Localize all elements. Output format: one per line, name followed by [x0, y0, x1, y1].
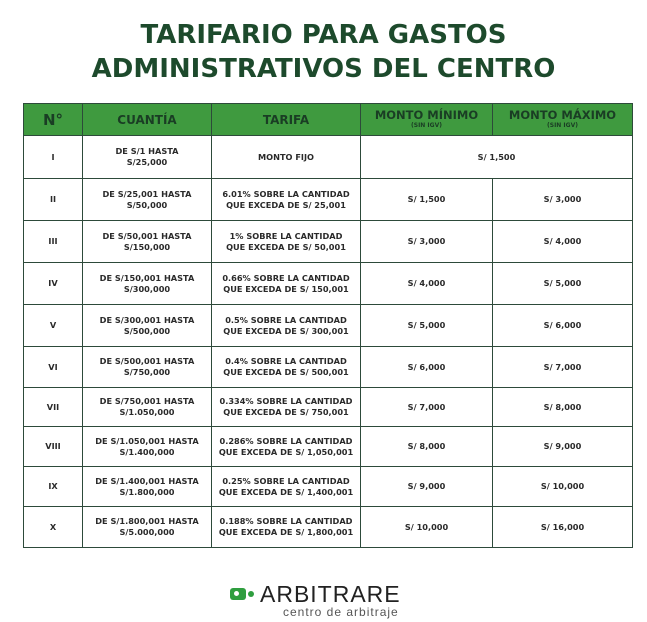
header-monto-minimo-sub: (SIN IGV) — [411, 122, 442, 129]
row-monto-maximo: S/ 3,000 — [493, 179, 633, 221]
row-monto-maximo: S/ 6,000 — [493, 305, 633, 347]
tarifa-line-2: QUE EXCEDA DE S/ 1,400,001 — [218, 486, 354, 497]
row-monto-minimo: S/ 3,000 — [361, 221, 493, 263]
row-num: X — [24, 507, 83, 548]
row-monto-minimo: S/ 6,000 — [361, 347, 493, 388]
row-cuantia — [83, 136, 212, 179]
row-num: IV — [24, 263, 83, 305]
tarifa-line-2: QUE EXCEDA DE S/ 150,001 — [223, 283, 349, 294]
row-num: VII — [24, 388, 83, 427]
row-cuantia — [83, 221, 212, 263]
table-row — [24, 179, 633, 221]
tariff-rows — [24, 179, 633, 548]
row-num: III — [24, 221, 83, 263]
tarifa-line-1: 0.66% SOBRE LA CANTIDAD — [222, 272, 350, 283]
row-num: IX — [24, 467, 83, 507]
title-line-2: ADMINISTRATIVOS DEL CENTRO — [91, 54, 556, 84]
tarifa-line-2: QUE EXCEDA DE S/ 300,001 — [223, 325, 349, 336]
table-row — [24, 347, 633, 388]
header-cuantia: CUANTÍA — [83, 104, 212, 136]
tarifa-line-2: QUE EXCEDA DE S/ 500,001 — [223, 367, 349, 377]
row-monto-minimo: S/ 10,000 — [361, 507, 493, 548]
cuantia-line-1: DE S/500,001 HASTA — [99, 356, 195, 366]
title-line-1: TARIFARIO PARA GASTOS — [140, 20, 507, 50]
row-tarifa — [212, 305, 361, 347]
tarifa-line-1: 0.5% SOBRE LA CANTIDAD — [225, 314, 347, 325]
tarifa-line-1: 1% SOBRE LA CANTIDAD — [229, 230, 343, 241]
arbitrare-logo-icon — [230, 588, 246, 600]
row-cuantia — [83, 467, 212, 507]
logo-name: ARBITRARE — [260, 581, 401, 607]
row-monto-minimo: S/ 9,000 — [361, 467, 493, 507]
cuantia-line-1: DE S/150,001 HASTA — [99, 272, 195, 283]
header-tarifa: TARIFA — [212, 104, 361, 136]
tarifa-line-1: 0.25% SOBRE LA CANTIDAD — [222, 475, 350, 486]
tarifa-line-1: 6.01% SOBRE LA CANTIDAD — [222, 188, 350, 199]
row-monto-minimo: S/ 5,000 — [361, 305, 493, 347]
table-row — [24, 388, 633, 427]
cuantia-line-2: S/500,000 — [123, 325, 171, 336]
cuantia-line-2: S/1.050,000 — [119, 407, 175, 417]
row-tarifa — [212, 263, 361, 305]
table-row — [24, 467, 633, 507]
tarifa-line-2: QUE EXCEDA DE S/ 25,001 — [226, 199, 346, 210]
header-num: N° — [24, 104, 83, 136]
cuantia-line-1: DE S/1.400,001 HASTA — [95, 475, 199, 486]
cuantia-line-2: S/50,000 — [126, 199, 168, 210]
table-row — [24, 263, 633, 305]
row-num: II — [24, 179, 83, 221]
cuantia-line-2: S/750,000 — [123, 367, 171, 377]
arbitrare-logo — [230, 582, 401, 606]
cuantia-line-2: S/1.800,000 — [119, 486, 175, 497]
logo-tagline: centro de arbitraje — [283, 605, 399, 619]
row-tarifa — [212, 347, 361, 388]
header-monto-minimo-label: MONTO MÍNIMO — [374, 108, 479, 122]
cuantia-line-1: DE S/50,001 HASTA — [102, 230, 192, 241]
tarifa-line-2: QUE EXCEDA DE S/ 1,800,001 — [218, 527, 354, 537]
row-tarifa — [212, 427, 361, 467]
tarifa-line-2: QUE EXCEDA DE S/ 50,001 — [226, 241, 346, 252]
header-monto-maximo — [493, 104, 633, 136]
row-cuantia — [83, 347, 212, 388]
tarifa-line-2: QUE EXCEDA DE S/ 750,001 — [223, 407, 349, 417]
tarifa-line-1: 0.4% SOBRE LA CANTIDAD — [225, 356, 347, 366]
row-num: VIII — [24, 427, 83, 467]
row-tarifa — [212, 507, 361, 548]
table-row — [24, 221, 633, 263]
cuantia-line-2: S/1.400,000 — [119, 446, 175, 457]
row-num: VI — [24, 347, 83, 388]
row-monto-maximo: S/ 9,000 — [493, 427, 633, 467]
table-row — [24, 427, 633, 467]
header-monto-maximo-label: MONTO MÁXIMO — [508, 108, 617, 122]
table-header-row — [24, 104, 633, 136]
tarifa-line-1: 0.286% SOBRE LA CANTIDAD — [219, 435, 353, 446]
cuantia-line-2: S/5.000,000 — [119, 527, 175, 537]
cuantia-line-1: DE S/1.800,001 HASTA — [95, 516, 199, 526]
header-monto-maximo-sub: (SIN IGV) — [547, 122, 578, 129]
row-cuantia — [83, 179, 212, 221]
row-tarifa — [212, 179, 361, 221]
row-monto-maximo: S/ 4,000 — [493, 221, 633, 263]
row-monto-fijo: S/ 1,500 — [361, 136, 633, 179]
row-num: V — [24, 305, 83, 347]
row-monto-minimo: S/ 8,000 — [361, 427, 493, 467]
logo-dot-icon — [248, 591, 254, 597]
table-row — [24, 136, 633, 179]
tarifa-line-1: 0.334% SOBRE LA CANTIDAD — [219, 396, 353, 406]
header-monto-minimo — [361, 104, 493, 136]
row-cuantia — [83, 388, 212, 427]
page-title — [0, 18, 647, 86]
row-tarifa — [212, 388, 361, 427]
row-cuantia — [83, 263, 212, 305]
cuantia-line-1: DE S/25,001 HASTA — [102, 188, 192, 199]
cuantia-line-1: DE S/1 HASTA — [115, 146, 179, 156]
table-row — [24, 507, 633, 548]
tarifa-line-2: QUE EXCEDA DE S/ 1,050,001 — [218, 446, 354, 457]
row-monto-maximo: S/ 7,000 — [493, 347, 633, 388]
tarifa-line-1: 0.188% SOBRE LA CANTIDAD — [219, 516, 353, 526]
cuantia-line-1: DE S/300,001 HASTA — [99, 314, 195, 325]
cuantia-line-2: S/300,000 — [123, 283, 171, 294]
table-row — [24, 305, 633, 347]
row-monto-minimo: S/ 7,000 — [361, 388, 493, 427]
row-monto-minimo: S/ 4,000 — [361, 263, 493, 305]
row-tarifa — [212, 221, 361, 263]
row-cuantia — [83, 507, 212, 548]
cuantia-line-1: DE S/750,001 HASTA — [99, 396, 195, 406]
row-monto-minimo: S/ 1,500 — [361, 179, 493, 221]
cuantia-line-2: S/150,000 — [123, 241, 171, 252]
row-monto-maximo: S/ 5,000 — [493, 263, 633, 305]
row-tarifa: MONTO FIJO — [212, 136, 361, 179]
cuantia-line-1: DE S/1.050,001 HASTA — [95, 435, 199, 446]
cuantia-line-2: S/25,000 — [126, 157, 168, 167]
row-num: I — [24, 136, 83, 179]
tariff-table — [23, 103, 633, 548]
row-tarifa — [212, 467, 361, 507]
row-cuantia — [83, 305, 212, 347]
row-monto-maximo: S/ 10,000 — [493, 467, 633, 507]
row-monto-maximo: S/ 16,000 — [493, 507, 633, 548]
row-monto-maximo: S/ 8,000 — [493, 388, 633, 427]
row-cuantia — [83, 427, 212, 467]
